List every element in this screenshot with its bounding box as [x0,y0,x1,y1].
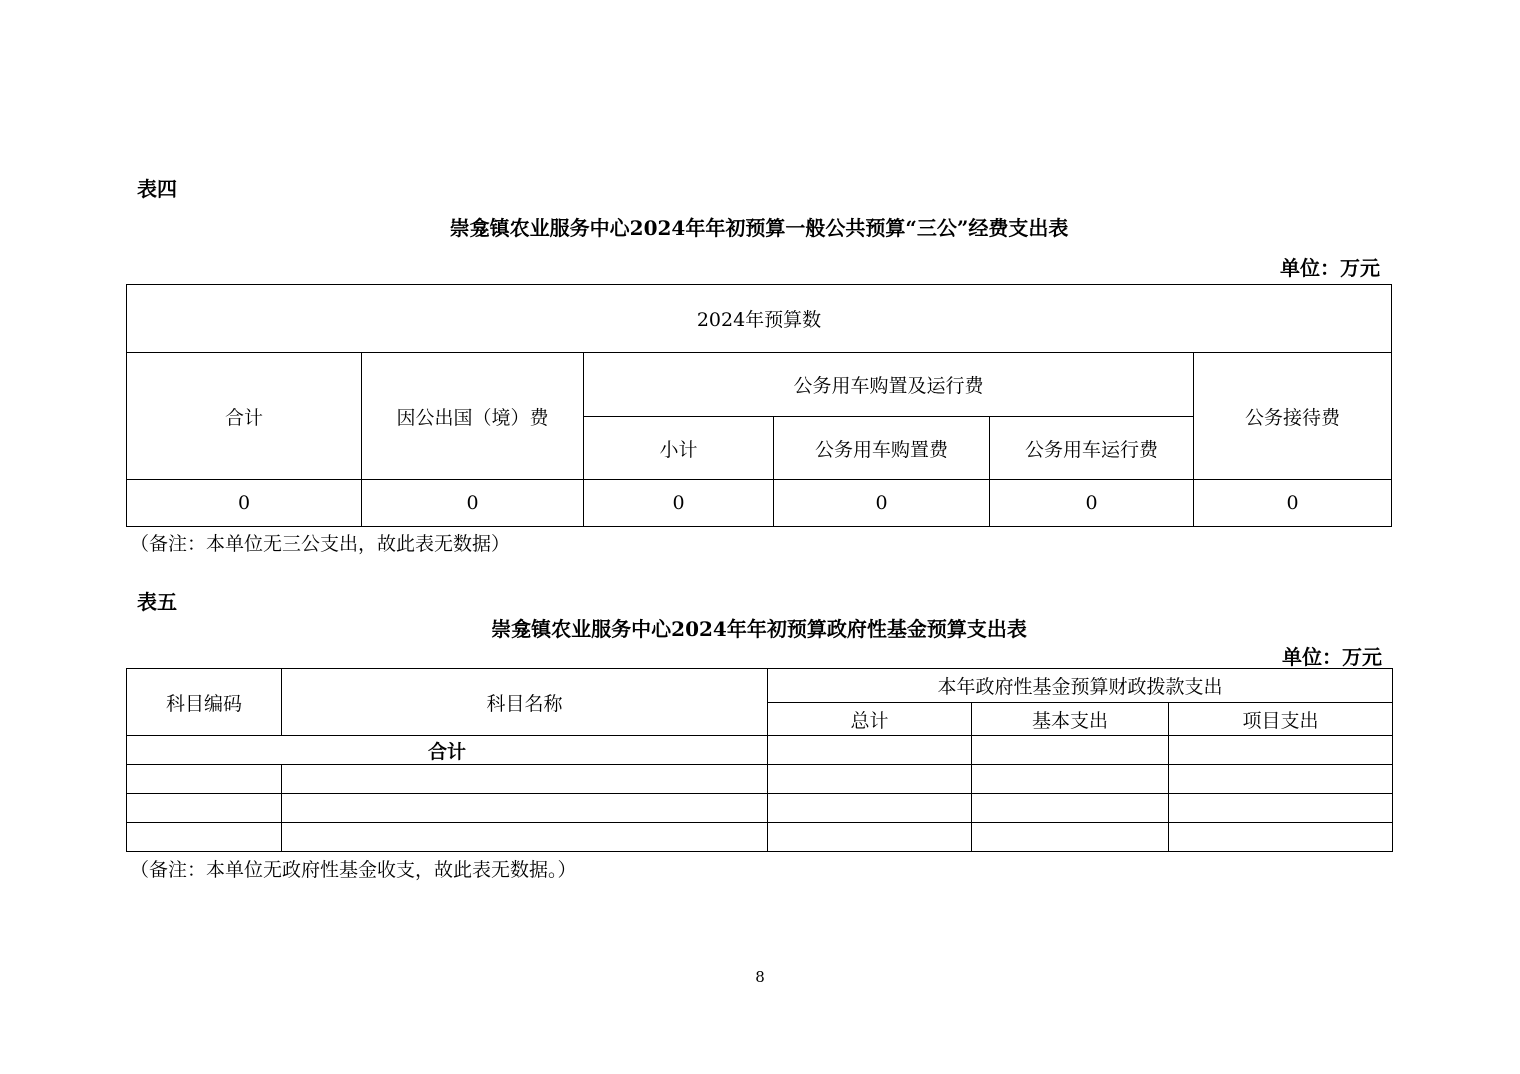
table5-total-project [1169,736,1393,765]
table5 [126,668,1393,852]
table4-header-top: 2024年预算数 [127,285,1392,353]
table5-label: 表五 [137,590,177,614]
table5-cell [127,794,282,823]
table5-cell [768,823,972,852]
table4-col-reception: 公务接待费 [1194,353,1392,480]
table5-col-group: 本年政府性基金预算财政拨款支出 [768,669,1393,703]
table-row [127,823,1393,852]
table5-cell [1169,823,1393,852]
table5-col-basic: 基本支出 [972,703,1169,736]
table-row [127,765,1393,794]
table5-cell [972,794,1169,823]
table4-col-subtotal: 小计 [584,417,774,480]
table5-cell [1169,765,1393,794]
table5-cell [1169,794,1393,823]
table4-value-reception: 0 [1194,480,1392,527]
table4-title: 崇龛镇农业服务中心2024年年初预算一般公共预算“三公”经费支出表 [449,216,1069,240]
table5-total-label: 合计 [127,736,768,765]
table4-value-abroad: 0 [362,480,584,527]
table5-col-name: 科目名称 [282,669,768,736]
table5-col-code: 科目编码 [127,669,282,736]
table5-cell [282,765,768,794]
table4-label: 表四 [137,177,177,201]
table4-note: （备注：本单位无三公支出，故此表无数据） [130,533,511,555]
table5-cell [127,765,282,794]
table5-cell [768,794,972,823]
table5-total-basic [972,736,1169,765]
table5-total-sum [768,736,972,765]
table4-value-operation: 0 [990,480,1194,527]
table5-unit: 单位：万元 [1282,645,1382,669]
table5-cell [282,794,768,823]
page-number: 8 [755,968,765,986]
table5-col-project: 项目支出 [1169,703,1393,736]
table5-cell [127,823,282,852]
table4-value-row [127,480,1392,527]
table4-col-total: 合计 [127,353,362,480]
table4-col-operation: 公务用车运行费 [990,417,1194,480]
table4-value-subtotal: 0 [584,480,774,527]
table5-col-sum: 总计 [768,703,972,736]
table5-note: （备注：本单位无政府性基金收支，故此表无数据。） [130,859,577,881]
table4-unit: 单位：万元 [1280,256,1380,280]
table5-total-row [127,736,1393,765]
table4-col-vehicle: 公务用车购置及运行费 [584,353,1194,417]
table5-cell [282,823,768,852]
table5-cell [768,765,972,794]
table4-col-purchase: 公务用车购置费 [774,417,990,480]
table4 [126,284,1392,527]
table4-col-abroad: 因公出国（境）费 [362,353,584,480]
table5-cell [972,823,1169,852]
table5-cell [972,765,1169,794]
table4-value-total: 0 [127,480,362,527]
table-row [127,794,1393,823]
table4-value-purchase: 0 [774,480,990,527]
table5-title: 崇龛镇农业服务中心2024年年初预算政府性基金预算支出表 [491,617,1027,641]
